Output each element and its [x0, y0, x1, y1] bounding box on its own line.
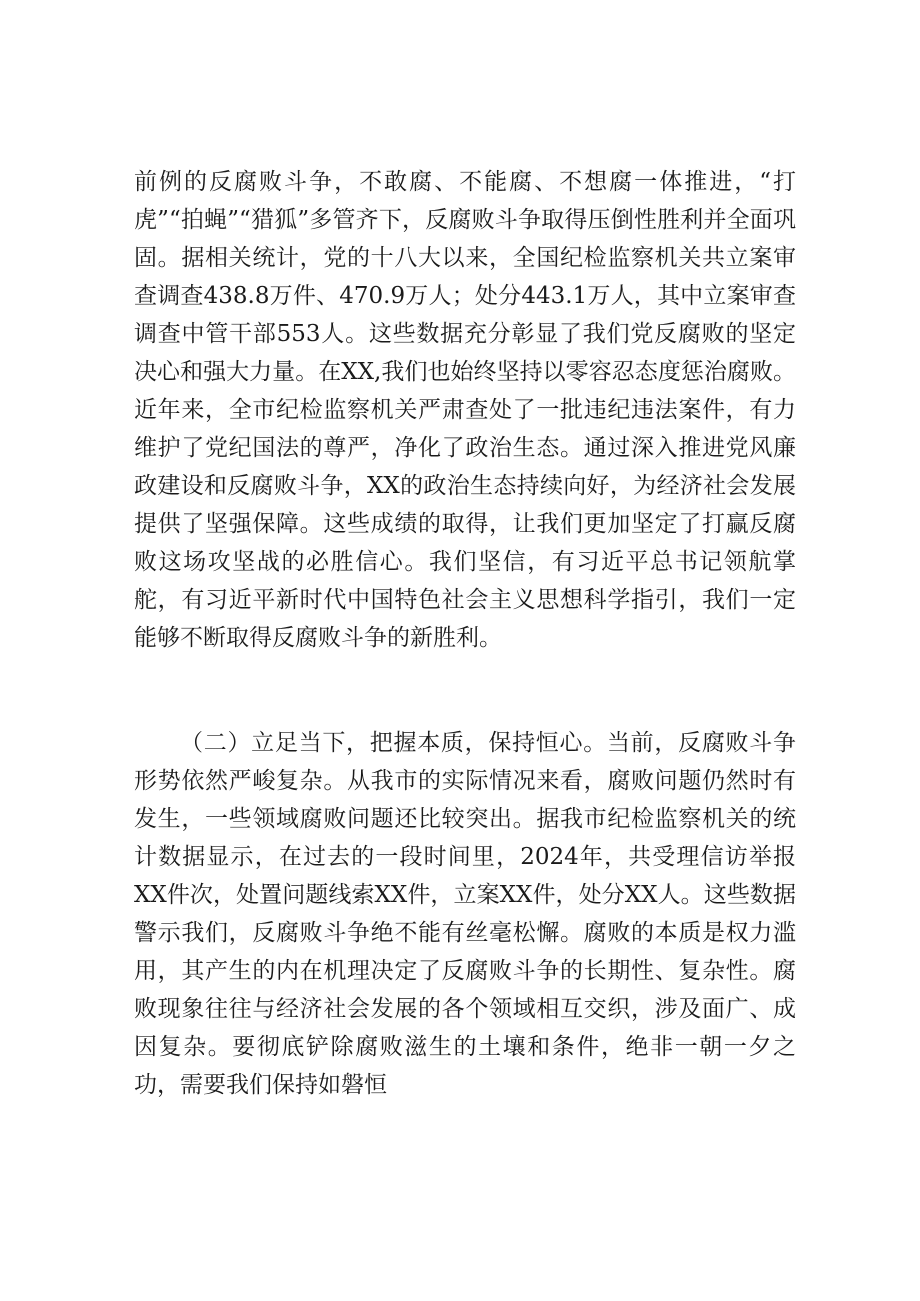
body-paragraph-2: （二）立足当下，把握本质，保持恒心。当前，反腐败斗争形势依然严峻复杂。从我市的实际情况来看，腐败问题仍然时有发生，一些领域腐败问题还比较突出。据我市纪检监察机关的统计数据显示，在过去的一段时间里，2024年，共受理信访举报XX件次，处置问题线索XX件，立案XX件，处分XX人。这些数据警示我们，反腐败斗争绝不能有丝毫松懈。腐败的本质是权力滥用，其产生的内在机理决定了反腐败斗争的长期性、复杂性。腐败现象往往与经济社会发展的各个领域相互交织，涉及面广、成因复杂。要彻底铲除腐败滋生的土壤和条件，绝非一朝一夕之功，需要我们保持如磐恒	[134, 730, 796, 1098]
body-paragraph-1: 前例的反腐败斗争，不敢腐、不能腐、不想腐一体推进，“打虎”“拍蝇”“猎狐”多管齐下，反腐败斗争取得压倒性胜利并全面巩固。据相关统计，党的十八大以来，全国纪检监察机关共立案审查调查438.8万件、470.9万人；处分443.1万人，其中立案审查调查中管干部553人。这些数据充分彰显了我们党反腐败的坚定决心和强大力量。在XX,我们也始终坚持以零容忍态度惩治腐败。近年来，全市纪检监察机关严肃查处了一批违纪违法案件，有力维护了党纪国法的尊严，净化了政治生态。通过深入推进党风廉政建设和反腐败斗争，XX的政治生态持续向好，为经济社会发展提供了坚强保障。这些成绩的取得，让我们更加坚定了打赢反腐败这场攻坚战的必胜信心。我们坚信，有习近平总书记领航掌舵，有习近平新时代中国特色社会主义思想科学指引，我们一定能够不断取得反腐败斗争的新胜利。	[134, 169, 796, 651]
